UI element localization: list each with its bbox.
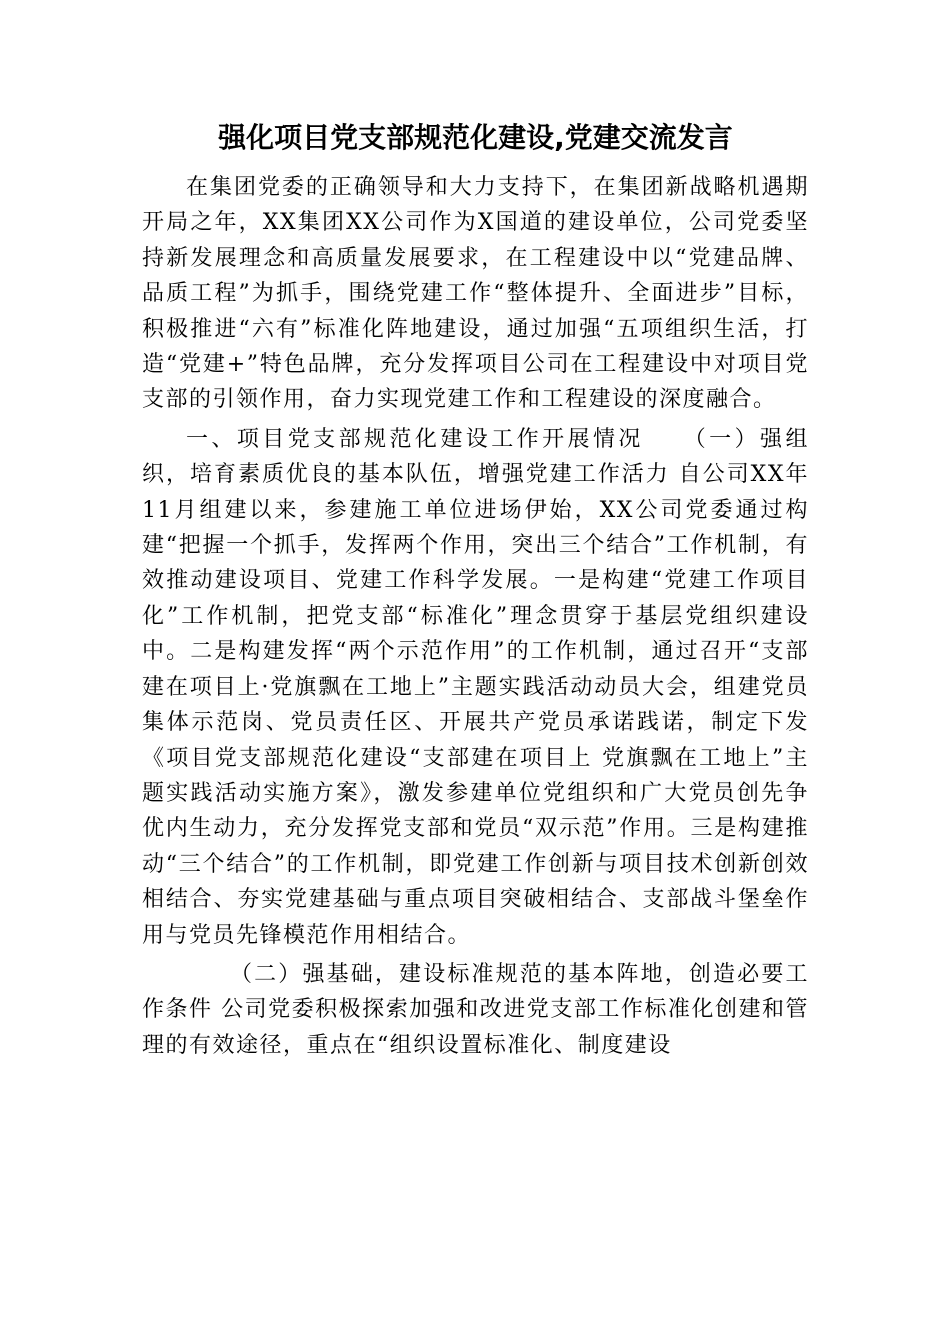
paragraph-section-two: （二）强基础，建设标准规范的基本阵地，创造必要工作条件 公司党委积极探索加强和改进党支部工作标准化创建和管理的有效途径，重点在“组织设置标准化、制度建设: [142, 961, 809, 1058]
document-title: 强化项目党支部规范化建设,党建交流发言: [218, 121, 733, 154]
paragraph-intro: 在集团党委的正确领导和大力支持下，在集团新战略机遇期开局之年，XX集团XX公司作为X国道的建设单位，公司党委坚持新发展理念和高质量发展要求，在工程建设中以“党建品牌、品质工程”为抓手，围绕党建工作“整体提升、全面进步”目标，积极推进“六有”标准化阵地建设，通过加强“五项组织生活，打造“党建+”特色品牌，充分发挥项目公司在工程建设中对项目党支部的引领作用，奋力实现党建工作和工程建设的深度融合。: [142, 175, 809, 413]
paragraph-section-one: 一、项目党支部规范化建设工作开展情况 （一）强组织，培育素质优良的基本队伍，增强党建工作活力 自公司XX年11月组建以来，参建施工单位进场伊始，XX公司党委通过构建“把握一个抓手，发挥两个作用，突出三个结合”工作机制，有效推动建设项目、党建工作科学发展。一是构建“党建工作项目化”工作机制，把党支部“标准化”理念贯穿于基层党组织建设中。二是构建发挥“两个示范作用”的工作机制，通过召开“支部建在项目上·党旗飘在工地上”主题实践活动动员大会，组建党员集体示范岗、党员责任区、开展共产党员承诺践诺，制定下发《项目党支部规范化建设“支部建在项目上 党旗飘在工地上”主题实践活动实施方案》，激发参建单位党组织和广大党员创先争优内生动力，充分发挥党支部和党员“双示范”作用。三是构建推动“三个结合”的工作机制，即党建工作创新与项目技术创新创效相结合、夯实党建基础与重点项目突破相结合、支部战斗堡垒作用与党员先锋模范作用相结合。: [142, 426, 809, 948]
document-page: [142, 118, 809, 1063]
